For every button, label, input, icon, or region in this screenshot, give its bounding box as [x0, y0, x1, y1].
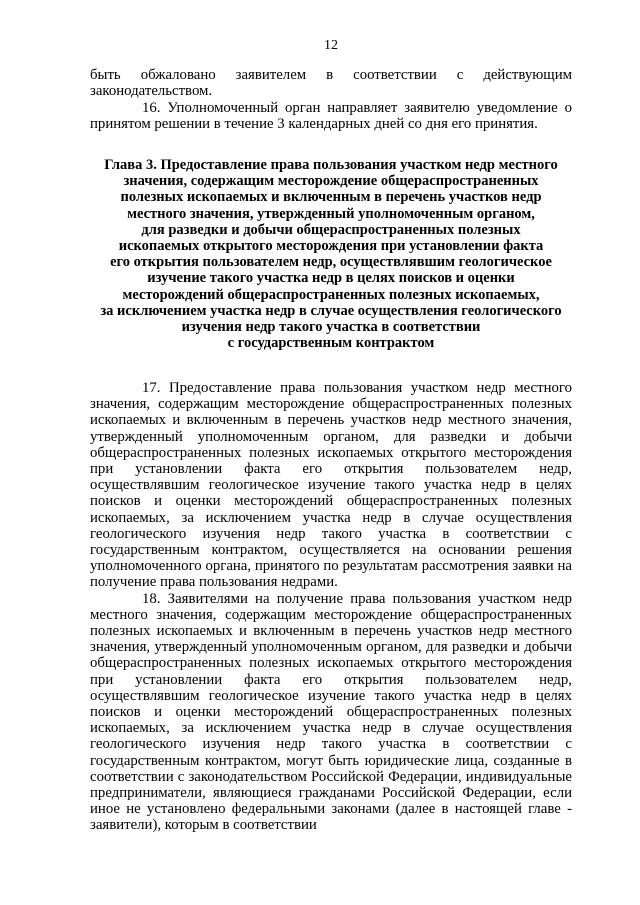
heading-line: изучения недр такого участка в соответствии [181, 319, 481, 336]
heading-line: полезных ископаемых и включенным в перечень участков недр [120, 189, 542, 206]
articles-section [90, 380, 572, 834]
heading-line: с государственным контрактом [227, 335, 435, 352]
paragraph-17: 17. Предоставление права пользования участком недр местного значения, содержащим месторождение общераспространенных полезных ископаемых и включенным в перечень участков недр местного значения, утвержденный уполномоченным органом, для разведки и добычи общераспространенных полезных ископаемых открытого месторождения при установлении факта его открытия пользователем недр, осуществлявшим геологическое изучение такого участка недр в целях поисков и оценки месторождений общераспространенных полезных ископаемых, за исключением участка недр в случае осуществления геологического изучения недр такого участка в соответствии с государственным контрактом, осуществляется на основании решения уполномоченного органа, принятого по результатам рассмотрения заявки на получение права пользования недрами. [90, 380, 572, 591]
heading-line: месторождений общераспространенных полезных ископаемых, [122, 286, 540, 303]
heading-line: для разведки и добычи общераспространенных полезных [141, 221, 521, 238]
intro-paragraph: быть обжаловано заявителем в соответствии с действующим законодательством. [90, 67, 572, 100]
heading-line: его открытия пользователем недр, осуществлявшим геологическое [110, 254, 552, 271]
heading-line: местного значения, утвержденный уполномоченным органом, [127, 205, 535, 222]
paragraph-18: 18. Заявителями на получение права пользования участком недр местного значения, содержащим месторождение общераспространенных полезных ископаемых и включенным в перечень участков недр местного значения, утвержденный уполномоченным органом, для разведки и добычи общераспространенных полезных ископаемых открытого месторождения при установлении факта его открытия пользователем недр, осуществлявшим геологическое изучение такого участка недр в целях поисков и оценки месторождений общераспространенных полезных ископаемых, за исключением участка недр в случае осуществления геологического изучения недр такого участка в соответствии с государственным контрактом, могут быть юридические лица, созданные в соответствии с законодательством Российской Федерации, индивидуальные предприниматели, являющиеся гражданами Российской Федерации, если иное не установлено федеральными законами (далее в настоящей главе - заявители), которым в соответствии [90, 590, 572, 834]
intro-section [90, 67, 572, 132]
heading-line: за исключением участка недр в случае осуществления геологического [100, 302, 562, 319]
chapter-heading [90, 157, 572, 351]
heading-line: ископаемых открытого месторождения при установлении факта [118, 238, 544, 255]
paragraph-16: 16. Уполномоченный орган направляет заявителю уведомление о принятом решении в течение 3 календарных дней со дня его принятия. [90, 99, 572, 132]
heading-line: изучение такого участка недр в целях поисков и оценки [147, 270, 515, 287]
heading-line: Глава 3. Предоставление права пользования участком недр местного [104, 157, 558, 173]
heading-line: значения, содержащим месторождение общераспространенных [123, 173, 539, 190]
page-number: 12 [324, 38, 338, 53]
